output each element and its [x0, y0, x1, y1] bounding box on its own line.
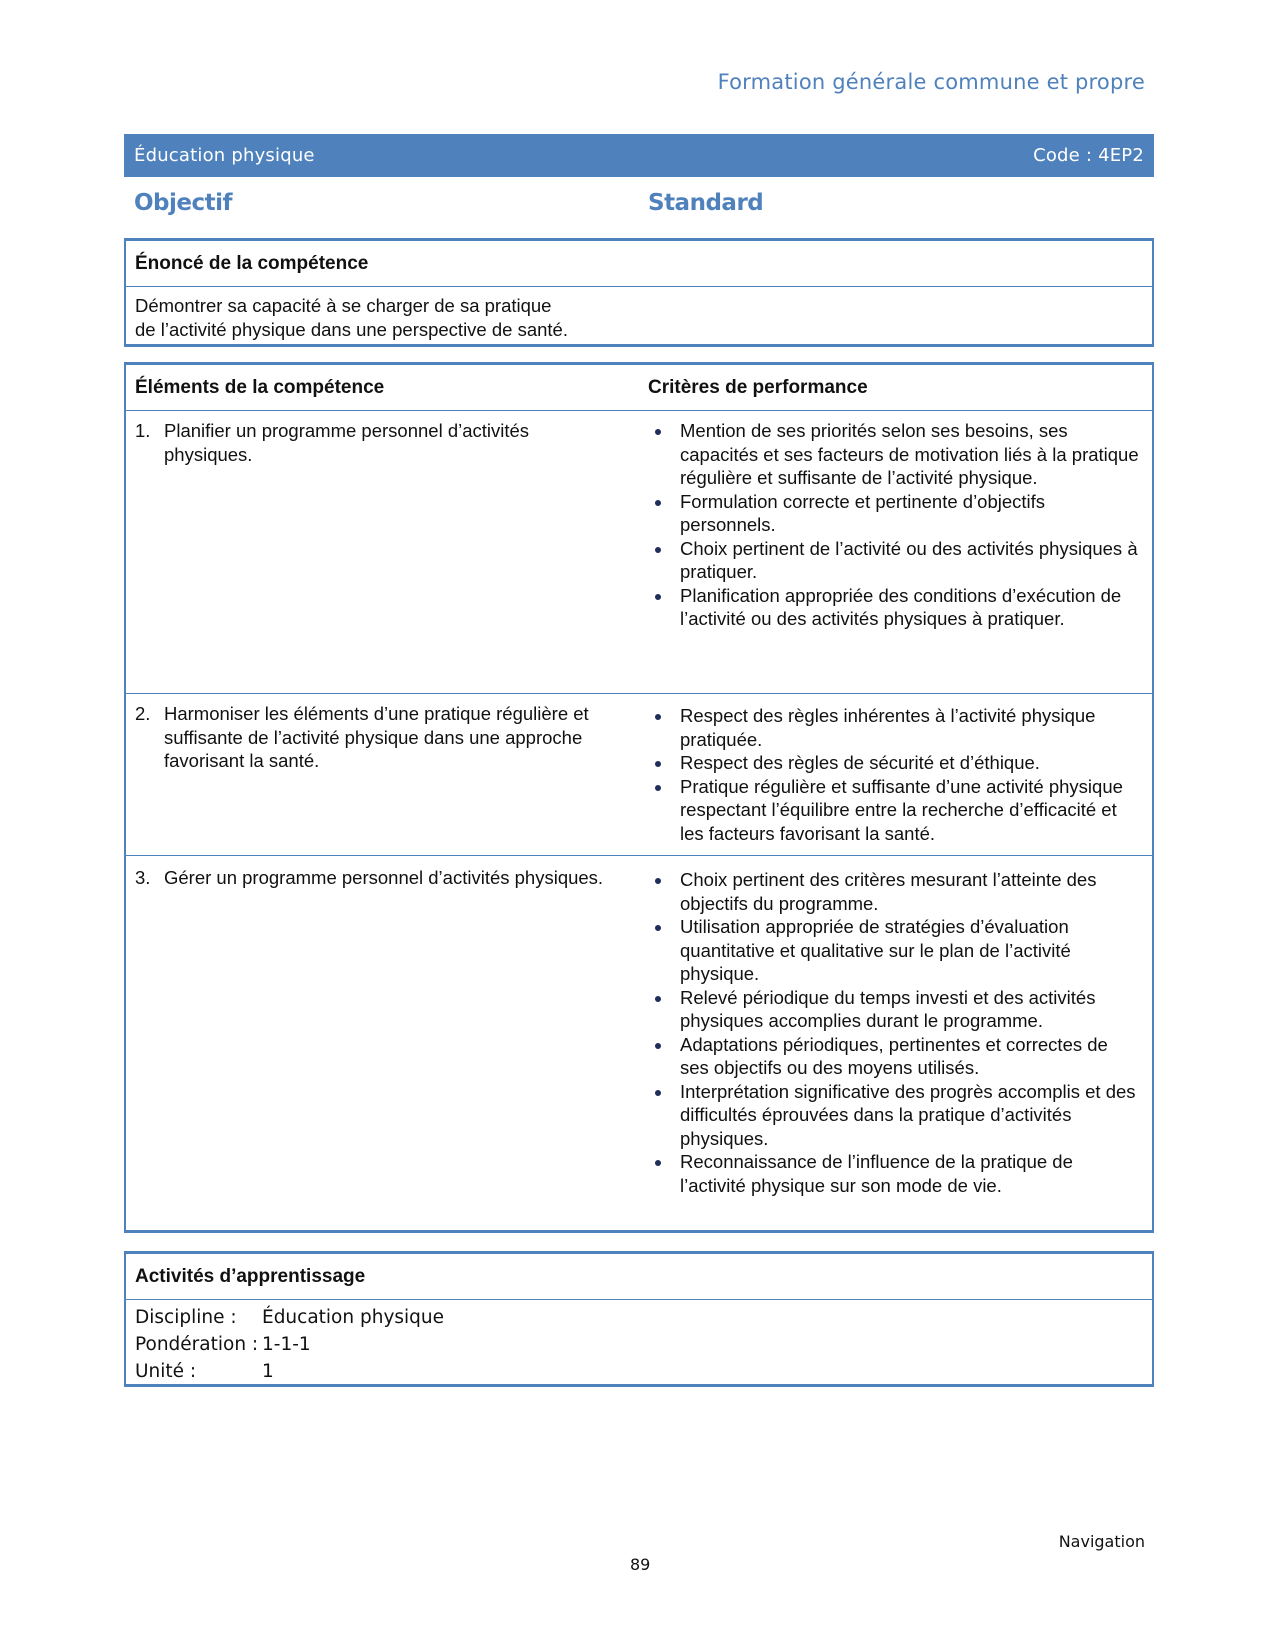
field-value: 1 — [262, 1361, 274, 1382]
field-unite — [135, 1358, 1143, 1385]
element-cell — [135, 419, 615, 466]
element-text: Harmoniser les éléments d’une pratique régulière et suffisante de l’activité physique dans une approche favorisant la santé. — [164, 703, 589, 771]
objective-standard-titles — [124, 188, 1154, 224]
table-row — [126, 411, 1152, 694]
field-value: Éducation physique — [262, 1307, 445, 1328]
criteria-item: Planification appropriée des conditions d’exécution de l’activité ou des activités physiques à pratiquer. — [650, 584, 1140, 631]
course-bar — [124, 134, 1154, 177]
activites-body — [126, 1300, 1152, 1389]
criteria-list — [650, 704, 1140, 845]
field-label: Discipline : — [135, 1307, 237, 1328]
running-head: Formation générale commune et propre — [717, 70, 1145, 94]
criteria-item: Utilisation appropriée de stratégies d’évaluation quantitative et qualitative sur le plan de l’activité physique. — [650, 915, 1140, 986]
activites-header: Activités d’apprentissage — [126, 1254, 1152, 1300]
navigation-link[interactable]: Navigation — [1058, 1532, 1145, 1551]
element-number: 1. — [135, 420, 151, 441]
table-row — [126, 856, 1152, 1231]
field-discipline — [135, 1304, 1143, 1331]
criteria-item: Adaptations périodiques, pertinentes et correctes de ses objectifs ou des moyens utilisés. — [650, 1033, 1140, 1080]
standard-title: Standard — [648, 190, 764, 216]
course-discipline: Éducation physique — [134, 145, 315, 166]
criteria-item: Interprétation significative des progrès accomplis et des difficultés éprouvées dans la pratique d’activités physiques. — [650, 1080, 1140, 1151]
element-number: 3. — [135, 867, 151, 888]
criteria-item: Relevé périodique du temps investi et des activités physiques accomplies durant le programme. — [650, 986, 1140, 1033]
criteria-item: Formulation correcte et pertinente d’objectifs personnels. — [650, 490, 1140, 537]
page-number: 89 — [630, 1555, 651, 1574]
field-label: Unité : — [135, 1361, 197, 1382]
criteria-item: Mention de ses priorités selon ses besoins, ses capacités et ses facteurs de motivation liés à la pratique régulière et suffisante de l’activité physique. — [650, 419, 1140, 490]
element-text: Planifier un programme personnel d’activités physiques. — [164, 420, 530, 465]
criteria-list — [650, 868, 1140, 1197]
field-label: Pondération : — [135, 1334, 259, 1355]
element-cell — [135, 866, 615, 890]
element-text: Gérer un programme personnel d’activités physiques. — [164, 867, 604, 888]
criteria-item: Choix pertinent de l’activité ou des activités physiques à pratiquer. — [650, 537, 1140, 584]
objectif-title: Objectif — [134, 190, 233, 216]
activites-box — [124, 1251, 1154, 1387]
field-ponderation — [135, 1331, 1143, 1358]
element-cell — [135, 702, 615, 773]
criteria-item: Choix pertinent des critères mesurant l’atteinte des objectifs du programme. — [650, 868, 1140, 915]
table-row — [126, 694, 1152, 856]
criteria-item: Pratique régulière et suffisante d’une activité physique respectant l’équilibre entre la recherche d’efficacité et les facteurs favorisant la santé. — [650, 775, 1140, 846]
enonce-box — [124, 238, 1154, 347]
field-value: 1-1-1 — [262, 1334, 311, 1355]
criteria-item: Respect des règles de sécurité et d’éthique. — [650, 751, 1140, 775]
criteria-item: Reconnaissance de l’influence de la pratique de l’activité physique sur son mode de vie. — [650, 1150, 1140, 1197]
enonce-line: de l’activité physique dans une perspective de santé. — [135, 319, 568, 340]
elements-header-left: Éléments de la compétence — [135, 376, 385, 398]
elements-header — [126, 365, 1152, 411]
enonce-body — [126, 287, 1152, 349]
enonce-header: Énoncé de la compétence — [126, 241, 1152, 287]
elements-header-right: Critères de performance — [648, 376, 868, 398]
enonce-line: Démontrer sa capacité à se charger de sa pratique — [135, 295, 552, 316]
criteria-list — [650, 419, 1140, 631]
elements-table — [124, 362, 1154, 1233]
element-number: 2. — [135, 703, 151, 724]
criteria-item: Respect des règles inhérentes à l’activité physique pratiquée. — [650, 704, 1140, 751]
course-code: Code : 4EP2 — [1033, 145, 1144, 166]
